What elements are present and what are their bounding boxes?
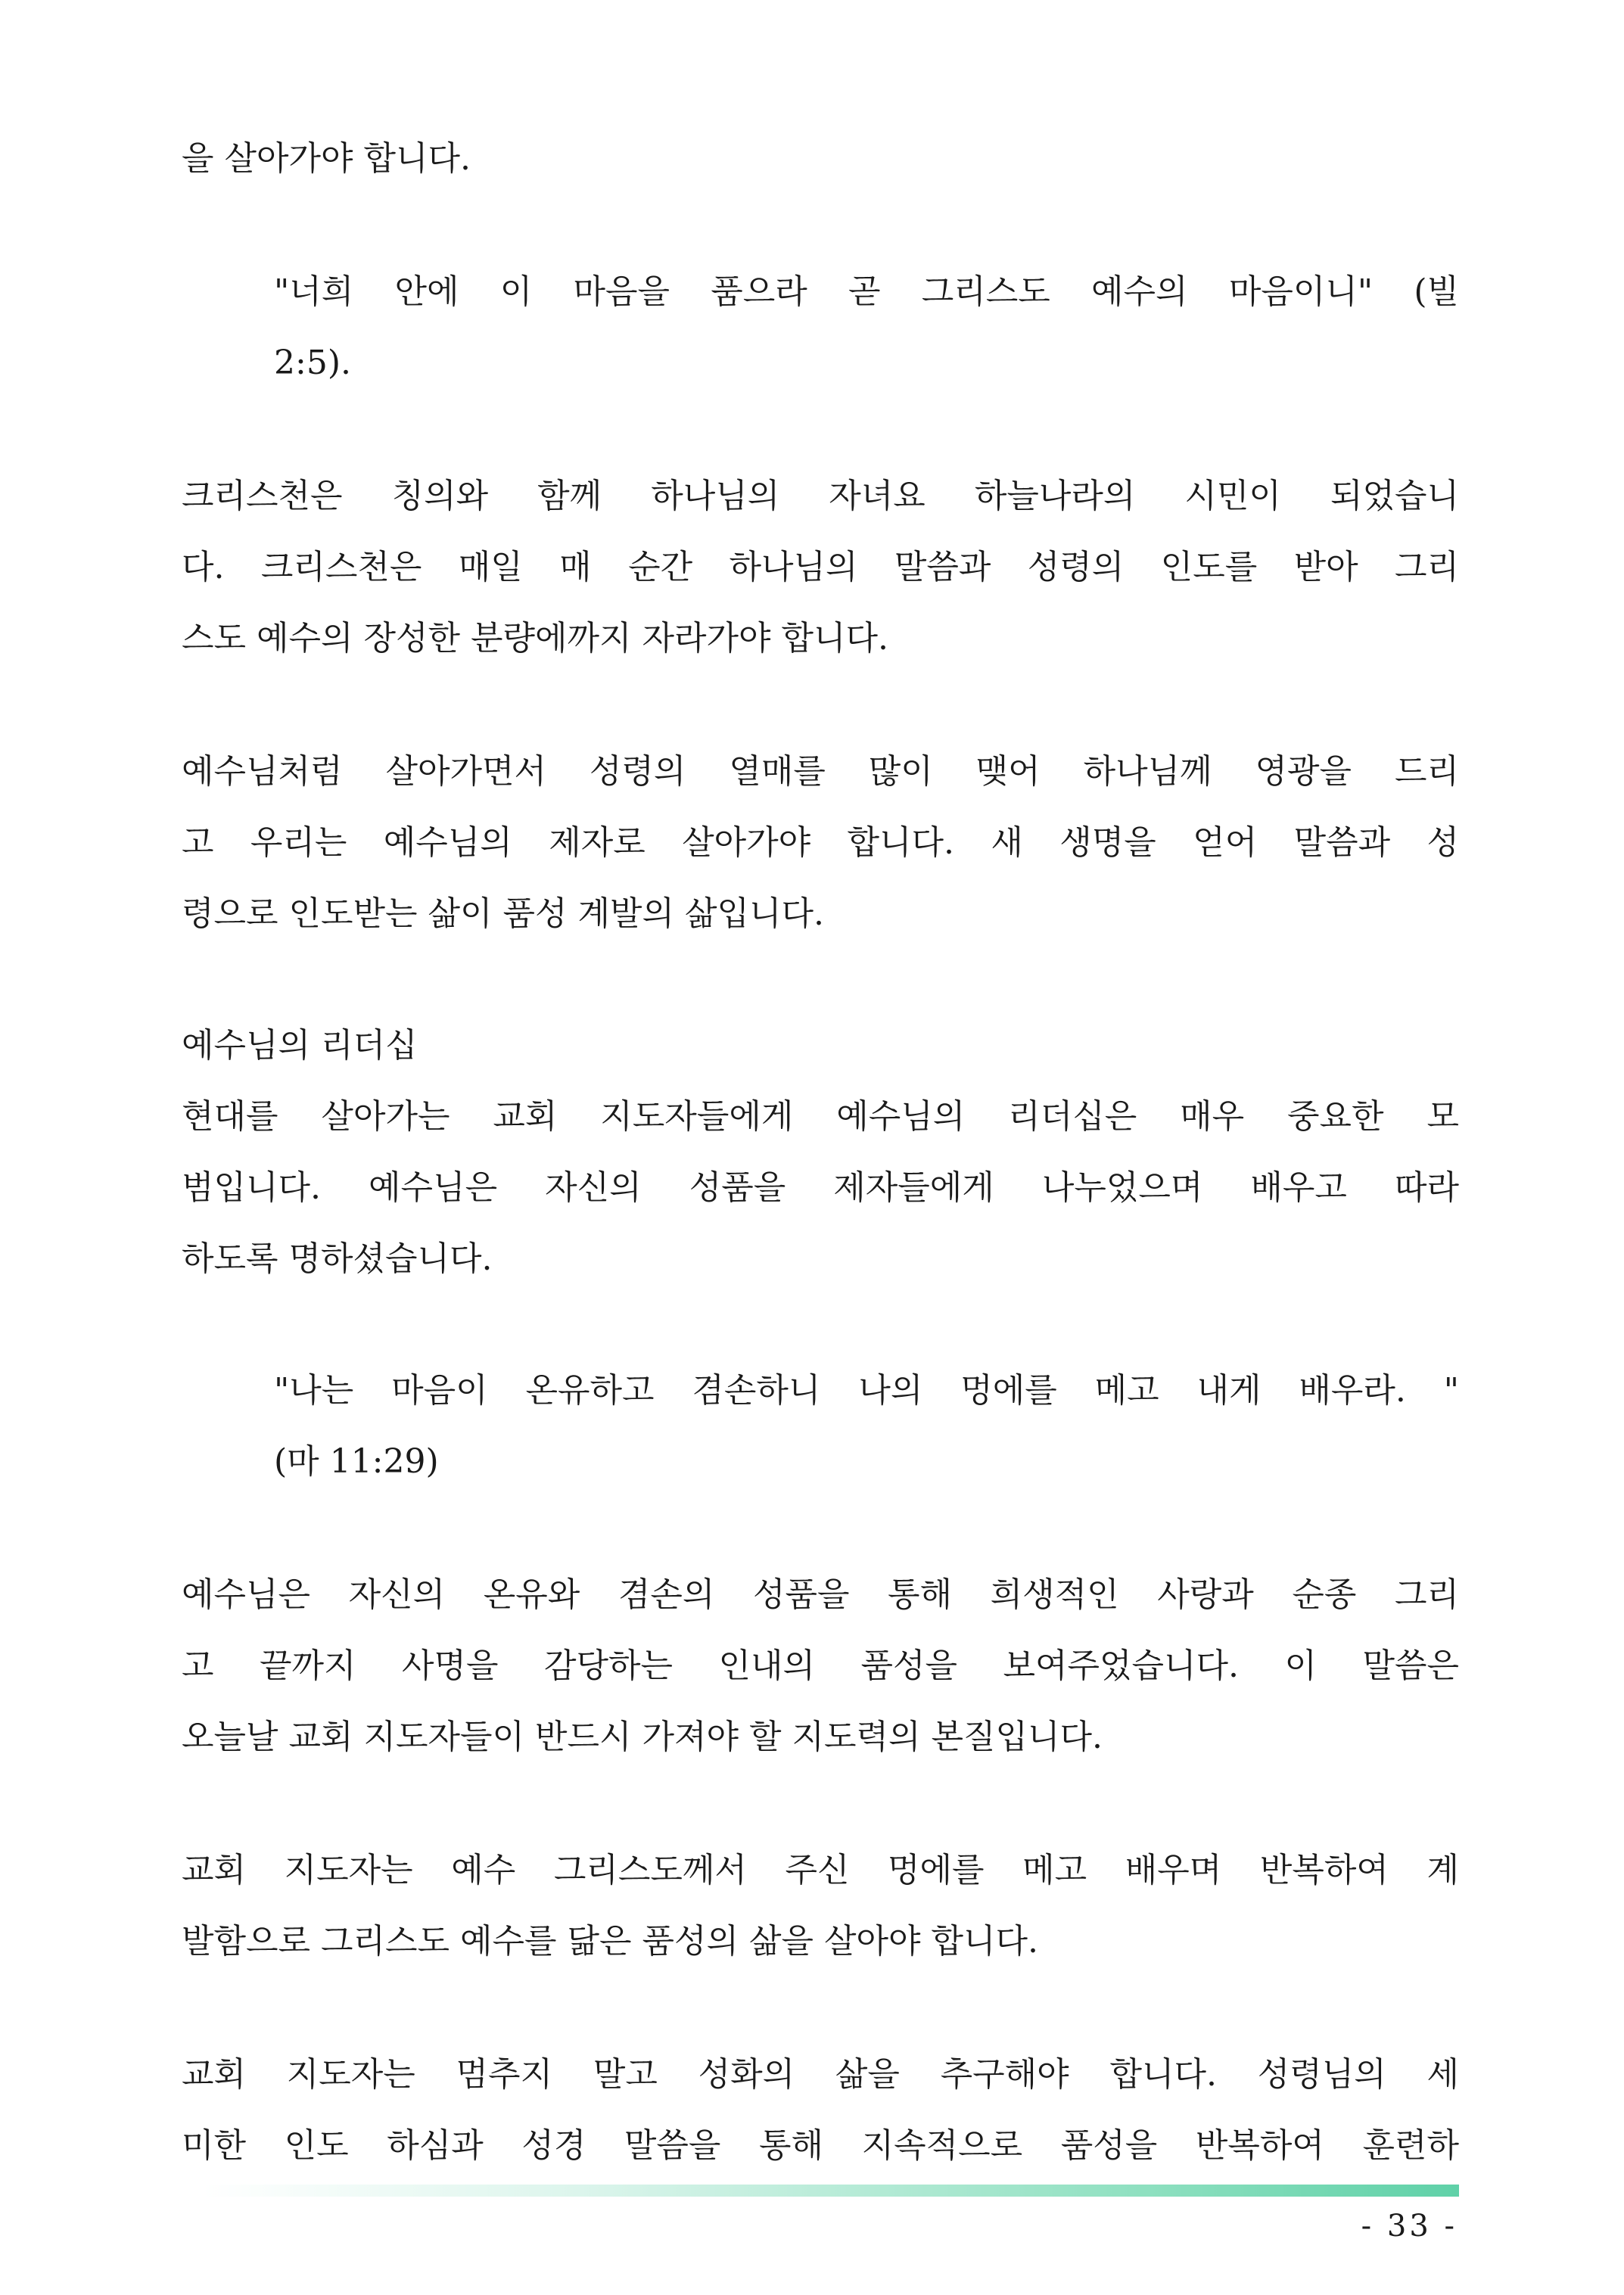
body-text-line: 예수님은 자신의 온유와 겸손의 성품을 통해 희생적인 사랑과 순종 그리 — [182, 1575, 1459, 1614]
page-number: - 33 - — [1361, 2209, 1458, 2244]
body-text-line: 고 끝까지 사명을 감당하는 인내의 품성을 보여주었습니다. 이 말씀은 — [182, 1647, 1459, 1685]
body-text-line: 교회 지도자는 예수 그리스도께서 주신 멍에를 메고 배우며 반복하여 계 — [182, 1851, 1459, 1889]
body-text-line: 하도록 명하셨습니다. — [182, 1239, 493, 1278]
quote-text-line: "나는 마음이 온유하고 겸손하니 나의 멍에를 메고 내게 배우라. " — [274, 1371, 1459, 1410]
body-text-line: 크리스천은 칭의와 함께 하나님의 자녀요 하늘나라의 시민이 되었습니 — [182, 477, 1459, 515]
body-text-line: 예수님처럼 살아가면서 성령의 열매를 많이 맺어 하나님께 영광을 드리 — [182, 752, 1459, 791]
body-text-line: 스도 예수의 장성한 분량에까지 자라가야 합니다. — [182, 619, 888, 658]
body-text-line: 발함으로 그리스도 예수를 닮은 품성의 삶을 살아야 합니다. — [182, 1922, 1038, 1961]
body-text-line: 미한 인도 하심과 성경 말씀을 통해 지속적으로 품성을 반복하여 훈련하 — [182, 2126, 1459, 2165]
quote-text-line: (마 11:29) — [274, 1442, 439, 1481]
body-text-line: 오늘날 교회 지도자들이 반드시 가져야 할 지도력의 본질입니다. — [182, 1718, 1103, 1756]
quote-text-line: 2:5). — [274, 344, 351, 382]
body-text-line: 현대를 살아가는 교회 지도자들에게 예수님의 리더십은 매우 중요한 모 — [182, 1097, 1459, 1136]
footer-gradient-bar — [203, 2185, 1459, 2197]
body-text-line: 을 살아가야 합니다. — [182, 139, 471, 178]
body-text-line: 령으로 인도받는 삶이 품성 계발의 삶입니다. — [182, 894, 824, 933]
section-heading: 예수님의 리더십 — [182, 1026, 418, 1065]
body-text-line: 고 우리는 예수님의 제자로 살아가야 합니다. 새 생명을 얻어 말씀과 성 — [182, 823, 1459, 862]
body-text-line: 범입니다. 예수님은 자신의 성품을 제자들에게 나누었으며 배우고 따라 — [182, 1168, 1459, 1207]
quote-text-line: "너희 안에 이 마음을 품으라 곧 그리스도 예수의 마음이니" (빌 — [274, 272, 1459, 311]
body-text-line: 다. 크리스천은 매일 매 순간 하나님의 말씀과 성령의 인도를 받아 그리 — [182, 548, 1459, 586]
body-text-line: 교회 지도자는 멈추지 말고 성화의 삶을 추구해야 합니다. 성령님의 세 — [182, 2055, 1459, 2094]
